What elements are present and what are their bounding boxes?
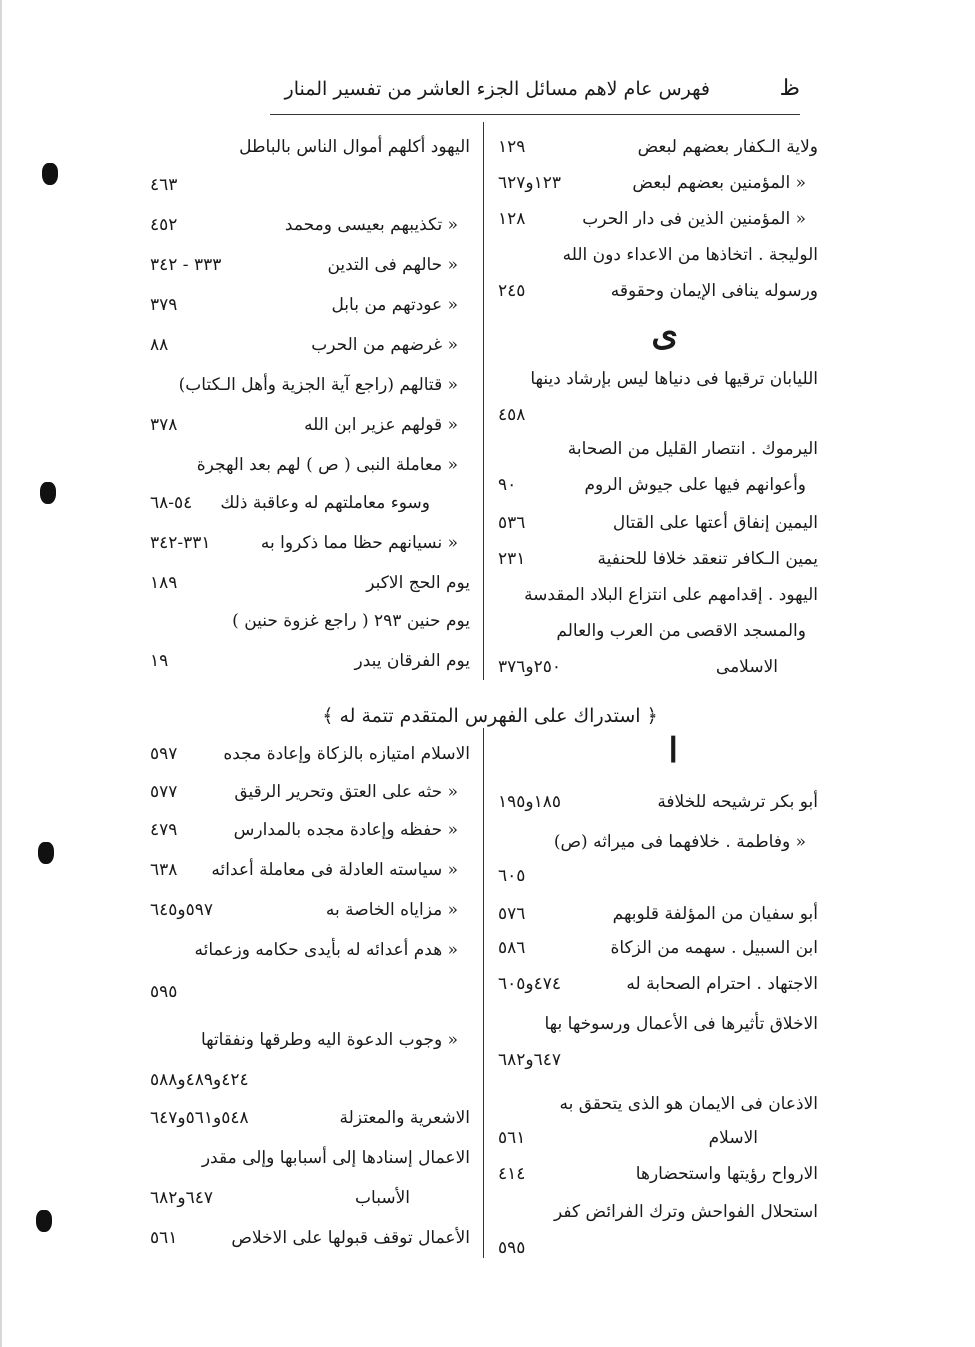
index-entry: الاعمال إسنادها إلى أسبابها وإلى مقدر: [201, 1148, 470, 1168]
index-entry: ٥٩٥: [498, 1238, 526, 1258]
index-entry: الاسلام امتيازه بالزكاة وإعادة مجده ٥٩٧: [150, 744, 470, 764]
index-entry: الاجتهاد . احترام الصحابة له ٤٧٤و٦٠٥: [498, 974, 818, 994]
index-entry: الأعمال توقف قبولها على الاخلاص ٥٦١: [150, 1228, 470, 1248]
index-entry: « قولهم عزير ابن الله ٣٧٨: [150, 415, 458, 435]
index-entry: « وجوب الدعوة اليه وطرقها ونفقاتها: [200, 1030, 458, 1050]
index-entry: ٥٩٥: [150, 982, 178, 1002]
index-entry: الليابان ترقيها فى دنياها ليس بإرشاد دينها: [530, 369, 818, 389]
index-entry: يوم حنين ٢٩٣ ( راجع غزوة حنين ): [232, 611, 470, 631]
index-entry: الاسلامى ٢٥٠و٣٧٦: [498, 657, 778, 677]
index-entry: « نسيانهم حظا مما ذكروا به ٣٣١-٣٤٢: [150, 533, 458, 553]
binder-hole: [36, 1210, 52, 1232]
index-entry: « هدم أعدائه له بأيدى حكامه وزعمائه: [194, 940, 458, 960]
index-entry: أبو سفيان من المؤلفة قلوبهم ٥٧٦: [498, 904, 818, 924]
index-entry: يمين الـكافر تنعقد خلافا للحنفية ٢٣١: [498, 549, 818, 569]
lower-left-column: [150, 735, 470, 1275]
index-entry: ابن السبيل . سهمه من الزكاة ٥٨٦: [498, 938, 818, 958]
index-entry: وسوء معاملتهم له وعاقبة ذلك ٥٤-٦٨: [150, 493, 430, 513]
index-entry: أبو بكر ترشيحه للخلافة ١٨٥و١٩٥: [498, 792, 818, 812]
index-entry: « المؤمنين الذين فى دار الحرب ١٢٨: [498, 209, 806, 229]
index-entry: « غرضهم من الحرب ٨٨: [150, 335, 458, 355]
section-letter: ا: [668, 731, 678, 771]
index-entry: « قتالهم (راجع آية الجزية وأهل الـكتاب): [178, 375, 458, 395]
index-entry: « تكذيبهم بعيسى ومحمد ٤٥٢: [150, 215, 458, 235]
index-entry: يوم الفرقان يبدر ١٩: [150, 651, 470, 671]
page-header: [270, 70, 800, 115]
binder-hole: [40, 482, 56, 504]
binder-hole: [42, 163, 58, 185]
index-entry: وأعوانهم فيها على جيوش الروم ٩٠: [498, 475, 806, 495]
column-divider: [483, 122, 484, 680]
index-entry: « وفاطمة . خلافهما فى ميراثه (ص): [553, 832, 806, 852]
index-entry: ٦٠٥: [498, 866, 526, 886]
index-entry: الوليجة . اتخاذها من الاعداء دون الله: [562, 245, 818, 265]
scan-edge: [0, 0, 2, 1347]
index-entry: « سياسته العادلة فى معاملة أعدائه ٦٣٨: [150, 860, 458, 880]
index-entry: ٤٥٨: [498, 405, 526, 425]
index-entry: الاذعان فى الايمان هو الذى يتحقق به: [559, 1094, 818, 1114]
index-entry: « حالهم فى التدين ٣٣٣ - ٣٤٢: [150, 255, 458, 275]
index-entry: ٤٦٣: [150, 175, 178, 195]
binder-hole: [38, 842, 54, 864]
index-entry: « حفظه وإعادة مجده بالمدارس ٤٧٩: [150, 820, 458, 840]
index-entry: « المؤمنين بعضهم لبعض ١٢٣و٦٢٧: [498, 173, 806, 193]
page-title: فهرس عام لاهم مسائل الجزء العاشر من تفسير المنار: [284, 78, 710, 100]
index-entry: استحلال الفواحش وترك الفرائض كفر: [554, 1202, 818, 1222]
index-entry: « حثه على العتق وتحرير الرقيق ٥٧٧: [150, 782, 458, 802]
index-entry: ورسوله ينافى الإيمان وحقوقه ٢٤٥: [498, 281, 818, 301]
upper-left-column: [150, 128, 470, 688]
index-entry: اليمين إنفاق أعتها على القتال ٥٣٦: [498, 513, 818, 533]
index-entry: الارواح رؤيتها واستحضارها ٤١٤: [498, 1164, 818, 1184]
index-entry: « عودتهم من بابل ٣٧٩: [150, 295, 458, 315]
index-entry: اليهود . إقدامهم على انتزاع البلاد المقدسة: [524, 585, 818, 605]
index-entry: ٦٤٧و٦٨٢: [498, 1050, 562, 1070]
index-entry: الاشعرية والمعتزلة ٥٤٨و٥٦١و٦٤٧: [150, 1108, 470, 1128]
page-number: ظ: [779, 76, 800, 101]
index-entry: ٤٢٤و٤٨٩و٥٨٨: [150, 1070, 249, 1090]
lower-right-column: [498, 731, 818, 1275]
index-entry: والمسجد الاقصى من العرب والعالم: [556, 621, 806, 641]
column-divider: [483, 728, 484, 1258]
index-entry: الاخلاق تأثيرها فى الأعمال ورسوخها بها: [544, 1014, 818, 1034]
index-entry: الأسباب ٦٤٧و٦٨٢: [150, 1188, 410, 1208]
supplement-heading: ﴿ استدراك على الفهرس المتقدم تتمة له ﴾: [322, 705, 658, 727]
index-entry: « مزاياه الخاصة به ٥٩٧و٦٤٥: [150, 900, 458, 920]
index-entry: « معاملة النبى ( ص ) لهم بعد الهجرة: [196, 455, 458, 475]
index-entry: اليرموك . انتصار القليل من الصحابة: [567, 439, 818, 459]
upper-right-column: [498, 128, 818, 688]
section-letter: ى: [651, 314, 678, 354]
index-entry: اليهود أكلهم أموال الناس بالباطل: [239, 137, 470, 157]
index-entry: يوم الحج الاكبر ١٨٩: [150, 573, 470, 593]
index-entry: ولاية الـكفار بعضهم لبعض ١٢٩: [498, 137, 818, 157]
index-entry: الاسلام ٥٦١: [498, 1128, 758, 1148]
